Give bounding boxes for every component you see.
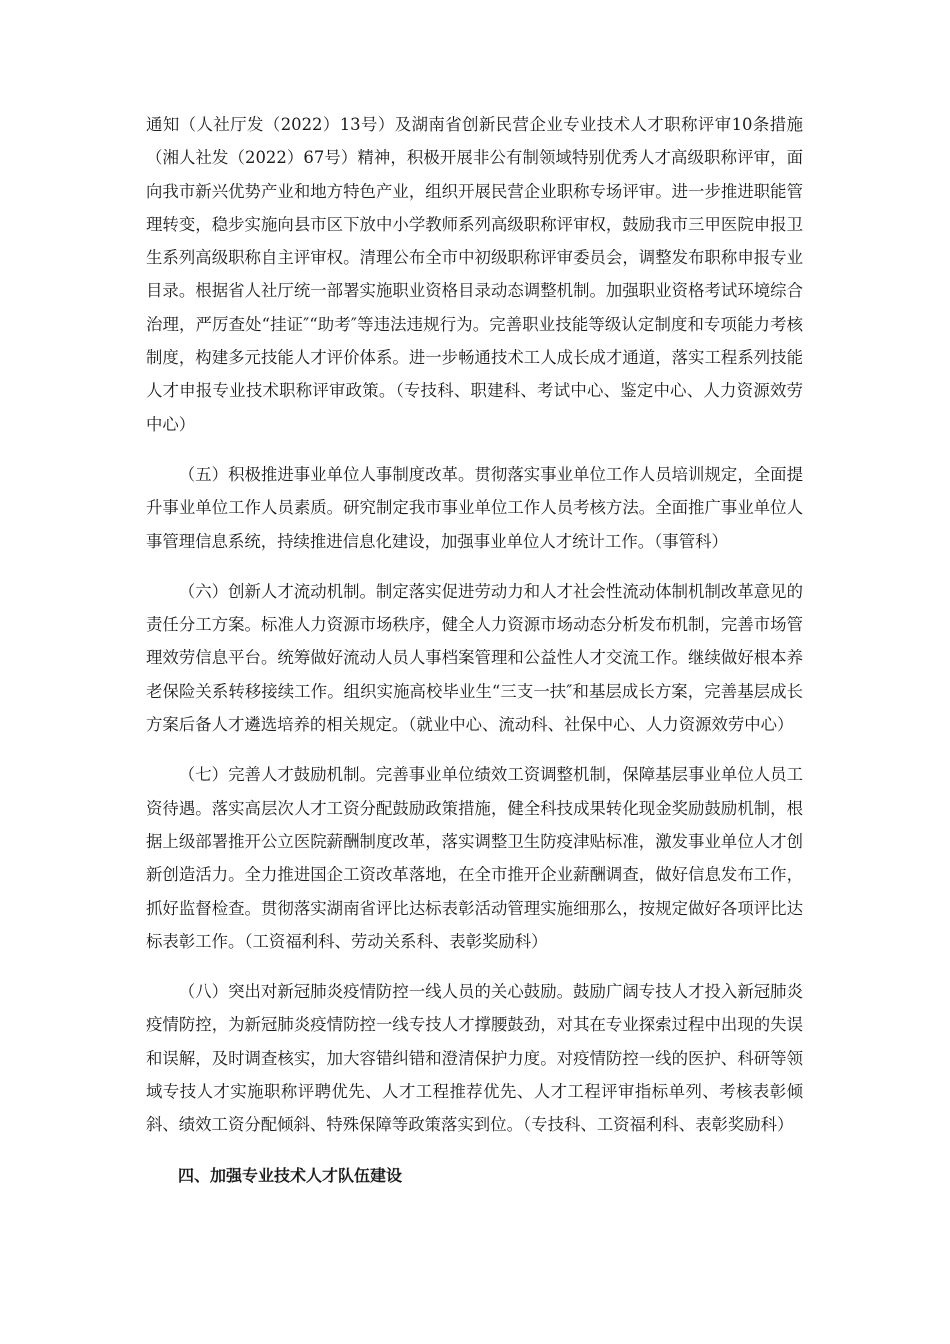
section-heading: 四、加强专业技术人才队伍建设 [178, 1165, 403, 1185]
paragraph-item-7: （七）完善人才鼓励机制。完善事业单位绩效工资调整机制，保障基层事业单位人员工资待遇。落实高层次人才工资分配鼓励政策措施，健全科技成果转化现金奖励鼓励机制，根据上级部署推开公立医院薪酬制度改革，落实调整卫生防疫津贴标准，激发事业单位人才创新创造活力。全力推进国企工资改革落地，在全市推开企业薪酬调查，做好信息发布工作，抓好监督检查。贯彻落实湖南省评比达标表彰活动管理实施细那么，按规定做好各项评比达标表彰工作。（工资福利科、劳动关系科、表彰奖励科） [146, 765, 803, 951]
paragraph-continuation: 通知（人社厅发（2022）13号）及湖南省创新民营企业专业技术人才职称评审10条措施（湘人社发（2022）67号）精神，积极开展非公有制领域特别优秀人才高级职称评审，面向我市新兴优势产业和地方特色产业，组织开展民营企业职称专场评审。进一步推进职能管理转变，稳步实施向县市区下放中小学教师系列高级职称评审权，鼓励我市三甲医院申报卫生系列高级职称自主评审权。清理公布全市中初级职称评审委员会，调整发布职称申报专业目录。根据省人社厅统一部署实施职业资格目录动态调整机制。加强职业资格考试环境综合治理，严厉查处“挂证″“助考″等违法违规行为。完善职业技能等级认定制度和专项能力考核制度，构建多元技能人才评价体系。进一步畅通技术工人成长成才通道，落实工程系列技能人才申报专业技术职称评审政策。（专技科、职建科、考试中心、鉴定中心、人力资源效劳中心） [146, 115, 803, 434]
paragraph-item-5: （五）积极推进事业单位人事制度改革。贯彻落实事业单位工作人员培训规定，全面提升事业单位工作人员素质。研究制定我市事业单位工作人员考核方法。全面推广事业单位人事管理信息系统，持续推进信息化建设，加强事业单位人才统计工作。（事管科） [146, 464, 803, 551]
paragraph-item-6: （六）创新人才流动机制。制定落实促进劳动力和人才社会性流动体制机制改革意见的责任分工方案。标准人力资源市场秩序，健全人力资源市场动态分析发布机制，完善市场管理效劳信息平台。统筹做好流动人员人事档案管理和公益性人才交流工作。继续做好根本养老保险关系转移接续工作。组织实施高校毕业生“三支一扶″和基层成长方案，完善基层成长方案后备人才遴选培养的相关规定。（就业中心、流动科、社保中心、人力资源效劳中心） [146, 581, 803, 735]
paragraph-item-8: （八）突出对新冠肺炎疫情防控一线人员的关心鼓励。鼓励广阔专技人才投入新冠肺炎疫情防控，为新冠肺炎疫情防控一线专技人才撑腰鼓劲，对其在专业探索过程中出现的失误和误解，及时调查核实，加大容错纠错和澄清保护力度。对疫情防控一线的医护、科研等领域专技人才实施职称评聘优先、人才工程推荐优先、人才工程评审指标单列、考核表彰倾斜、绩效工资分配倾斜、特殊保障等政策落实到位。（专技科、工资福利科、表彰奖励科） [146, 982, 803, 1135]
document-body [146, 108, 803, 1192]
